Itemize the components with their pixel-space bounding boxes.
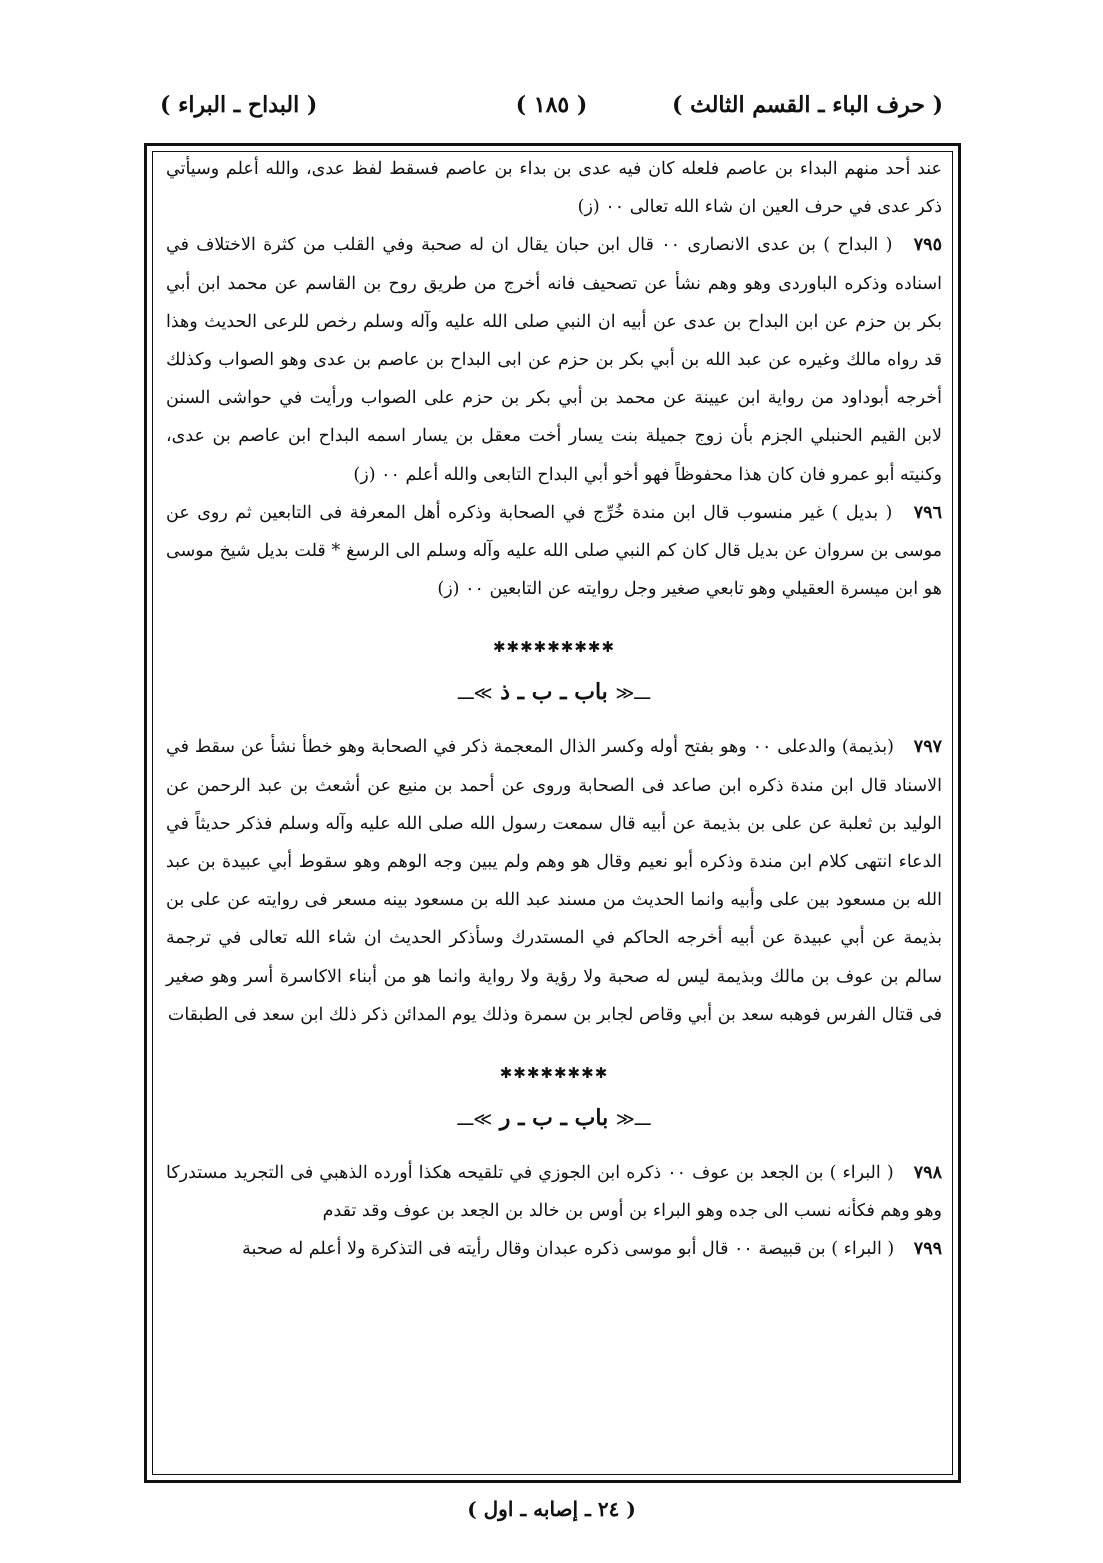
section-heading-r (166, 1098, 942, 1140)
entry-number: ٧٩٥ (913, 235, 942, 256)
header-entries-range: ( البداح ـ البراء ) (160, 92, 318, 118)
running-header (160, 92, 943, 132)
entry-number: ٧٩٧ (913, 737, 942, 758)
header-chapter: ( حرف الباء ـ القسم الثالث ) (672, 92, 943, 118)
section-heading-dh (166, 672, 942, 714)
ornament-right-icon: ≫ـــ (457, 683, 493, 705)
asterisk-divider: ✱✱✱✱✱✱✱✱ (499, 1064, 609, 1083)
entry-text: ( بديل ) غير منسوب قال ابن مندة خُرِّج في الصحابة وذكره أهل المعرفة فى التابعين ثم روى عن موسى بن سروان عن بديل قال كان كم النبي صلى الله عليه وآله وسلم الى الرسغ * قلت بديل شيخ موسى هو ابن ميسرة العقيلي وهو تابعي صغير وجل روايته عن التابعين ٠٠ (ز) (166, 502, 942, 600)
page-footer-signature: ( ٢٤ ـ إصابه ـ اول ) (467, 1497, 636, 1521)
entry-799 (166, 1230, 942, 1268)
entry-795 (166, 226, 942, 493)
entry-number: ٧٩٩ (913, 1239, 942, 1260)
entry-text: ( البراء ) بن الجعد بن عوف ٠٠ ذكره ابن الجوزي في تلقيحه هكذا أورده الذهبي فى التجريد مستدركا وهو وهم فكأنه نسب الى جده وهو البراء بن أوس بن خالد بن الجعد بن عوف وقد تقدم (166, 1163, 942, 1222)
section-heading-text: باب ـ ب ـ ذ (500, 679, 608, 706)
page-body (166, 150, 942, 1269)
entry-798 (166, 1154, 942, 1230)
entry-text: (بذيمة) والدعلى ٠٠ وهو بفتح أوله وكسر الذال المعجمة ذكر في الصحابة وهو خطأ نشأ عن سقط في الاسناد قال ابن مندة ذكره ابن صاعد فى الصحابة وروى عن أحمد بن منيع عن أشعث بن عبد الرحمن عن الوليد بن ثعلبة عن على بن بذيمة عن أبيه قال سمعت رسول الله صلى الله عليه وآله وسلم فذكر حديثاً في الدعاء انتهى كلام ابن مندة وذكره أبو نعيم وقال هو وهم ولم يبين وجه الوهم وهو سقوط أبي عبيدة بن عبد الله بن مسعود بين على وأبيه وانما الحديث من مسند عبد الله بن مسعود بينه مسعر فى روايته عن على بن بذيمة عن أبي عبيدة عن أبيه أخرجه الحاكم في المستدرك وسأذكر الحديث ان شاء الله تعالى في ترجمة سالم بن عوف بن مالك وبذيمة ليس له صحبة ولا رؤية ولا رواية وانما هو من أبناء الاكاسرة أسر وهو صغير فى قتال الفرس فوهبه سعد بن أبي وقاص لجابر بن سمرة وذلك يوم المدائن ذكر ذلك ابن سعد فى الطبقات (166, 737, 942, 1025)
ornament-left-icon: ـــ≪ (615, 1109, 651, 1131)
ornament-right-icon: ≫ـــ (457, 1109, 493, 1131)
entry-797 (166, 728, 942, 1034)
entry-number: ٧٩٨ (913, 1163, 942, 1184)
entry-text: ( البداح ) بن عدى الانصارى ٠٠ قال ابن حبان يقال ان له صحبة وفي القلب من كثرة الاختلاف في اسناده وذكره الباوردى وهو وهم نشأ عن تصحيف فانه أخرج من طريق روح بن القاسم عن محمد ابن أبي بكر بن حزم عن ابن البداح بن عدى عن أبيه ان النبي صلى الله عليه وآله وسلم رخص للرعى الحديث وهذا قد رواه مالك وغيره عن عبد الله بن أبي بكر بن حزم عن ابى البداح بن عاصم بن عدى وهو الصواب وكذلك أخرجه أبوداود من رواية ابن عيينة عن محمد بن أبي بكر بن حزم على الصواب ورأيت في حواشى السنن لابن القيم الحنبلي الجزم بأن زوج جميلة بنت يسار أخت معقل بن يسار اسمه البداح ابن عاصم بن عدى، وكنيته أبو عمرو فان كان هذا محفوظاً فهو أخو أبي البداح التابعى والله أعلم ٠٠ (ز) (166, 235, 942, 485)
entry-text: ( البراء ) بن قبيصة ٠٠ قال أبو موسى ذكره عبدان وقال رأيته فى التذكرة ولا أعلم له صحبة (242, 1239, 895, 1260)
intro-paragraph: عند أحد منهم البداء بن عاصم فلعله كان فيه عدى بن بداء بن عاصم فسقط لفظ عدى، والله أعلم وسيأتي ذكر عدى في حرف العين ان شاء الله تعالى ٠٠ (ز) (166, 159, 942, 218)
entry-number: ٧٩٦ (913, 502, 942, 523)
section-heading-text: باب ـ ب ـ ر (499, 1105, 609, 1132)
ornament-left-icon: ـــ≪ (615, 683, 651, 705)
entry-796 (166, 494, 942, 609)
page-number: ( ١٨٥ ) (515, 92, 588, 118)
asterisk-divider: ✱✱✱✱✱✱✱✱✱ (492, 638, 616, 657)
